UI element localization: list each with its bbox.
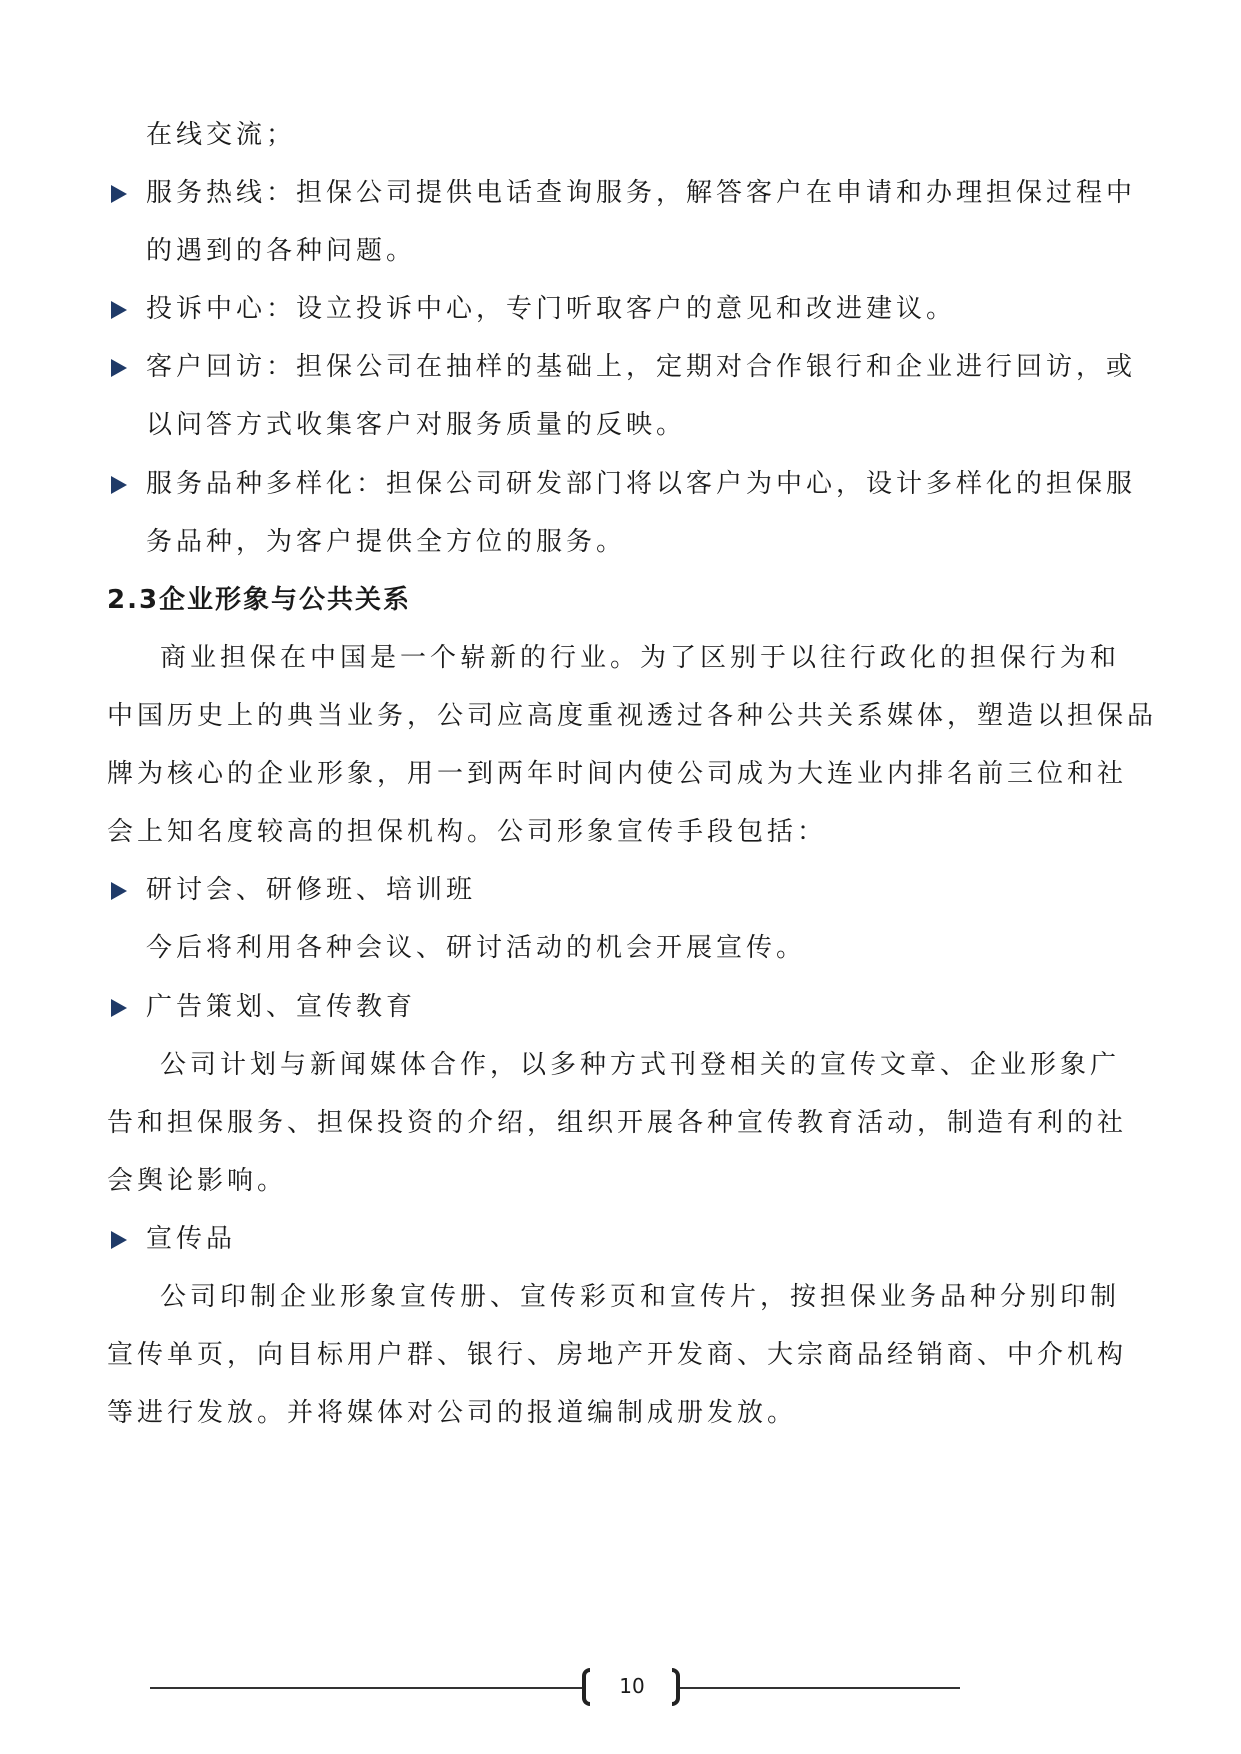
footer-rule-right: [680, 1687, 960, 1689]
page-number: 10: [619, 1674, 645, 1698]
paragraph-line: 宣传单页，向目标用户群、银行、房地产开发商、大宗商品经销商、中介机构: [107, 1340, 1128, 1370]
text-line: 今后将利用各种会议、研讨活动的机会开展宣传。: [146, 933, 807, 963]
bullet-item-promo-materials: 宣传品: [146, 1224, 237, 1254]
bullet-arrow-icon: [111, 999, 127, 1017]
bullet-item-service-diversity: 服务品种多样化：担保公司研发部门将以客户为中心，设计多样化的担保服: [146, 469, 1137, 499]
text-line: 务品种，为客户提供全方位的服务。: [146, 527, 627, 557]
footer-rule-left: [150, 1687, 582, 1689]
bullet-arrow-icon: [111, 359, 127, 377]
paragraph-line: 公司印制企业形象宣传册、宣传彩页和宣传片，按担保业务品种分别印制: [160, 1282, 1121, 1312]
bullet-item-service-hotline: 服务热线：担保公司提供电话查询服务，解答客户在申请和办理担保过程中: [146, 178, 1137, 208]
text-line: 以问答方式收集客户对服务质量的反映。: [146, 410, 687, 440]
bullet-item-customer-revisit: 客户回访：担保公司在抽样的基础上，定期对合作银行和企业进行回访，或: [146, 352, 1137, 382]
paragraph-line: 告和担保服务、担保投资的介绍，组织开展各种宣传教育活动，制造有利的社: [107, 1108, 1128, 1138]
text-line: 在线交流；: [146, 120, 297, 150]
bullet-item-advertising: 广告策划、宣传教育: [146, 992, 417, 1022]
paragraph-line: 等进行发放。并将媒体对公司的报道编制成册发放。: [107, 1398, 798, 1428]
bullet-arrow-icon: [111, 1231, 127, 1249]
paragraph-line: 商业担保在中国是一个崭新的行业。为了区别于以往行政化的担保行为和: [160, 643, 1121, 673]
paragraph-line: 中国历史上的典当业务，公司应高度重视透过各种公共关系媒体，塑造以担保品: [107, 701, 1158, 731]
bullet-arrow-icon: [111, 882, 127, 900]
bullet-item-complaint-center: 投诉中心：设立投诉中心，专门听取客户的意见和改进建议。: [146, 294, 957, 324]
bullet-arrow-icon: [111, 185, 127, 203]
right-bracket-icon: [672, 1668, 680, 1706]
section-heading: 2.3企业形象与公共关系: [107, 585, 412, 615]
paragraph-line: 牌为核心的企业形象，用一到两年时间内使公司成为大连业内排名前三位和社: [107, 759, 1128, 789]
bullet-arrow-icon: [111, 476, 127, 494]
bullet-item-seminars: 研讨会、研修班、培训班: [146, 875, 477, 905]
paragraph-line: 公司计划与新闻媒体合作，以多种方式刊登相关的宣传文章、企业形象广: [160, 1050, 1121, 1080]
left-bracket-icon: [582, 1668, 590, 1706]
paragraph-line: 会上知名度较高的担保机构。公司形象宣传手段包括：: [107, 817, 828, 847]
paragraph-line: 会舆论影响。: [107, 1166, 288, 1196]
bullet-arrow-icon: [111, 301, 127, 319]
text-line: 的遇到的各种问题。: [146, 236, 417, 266]
